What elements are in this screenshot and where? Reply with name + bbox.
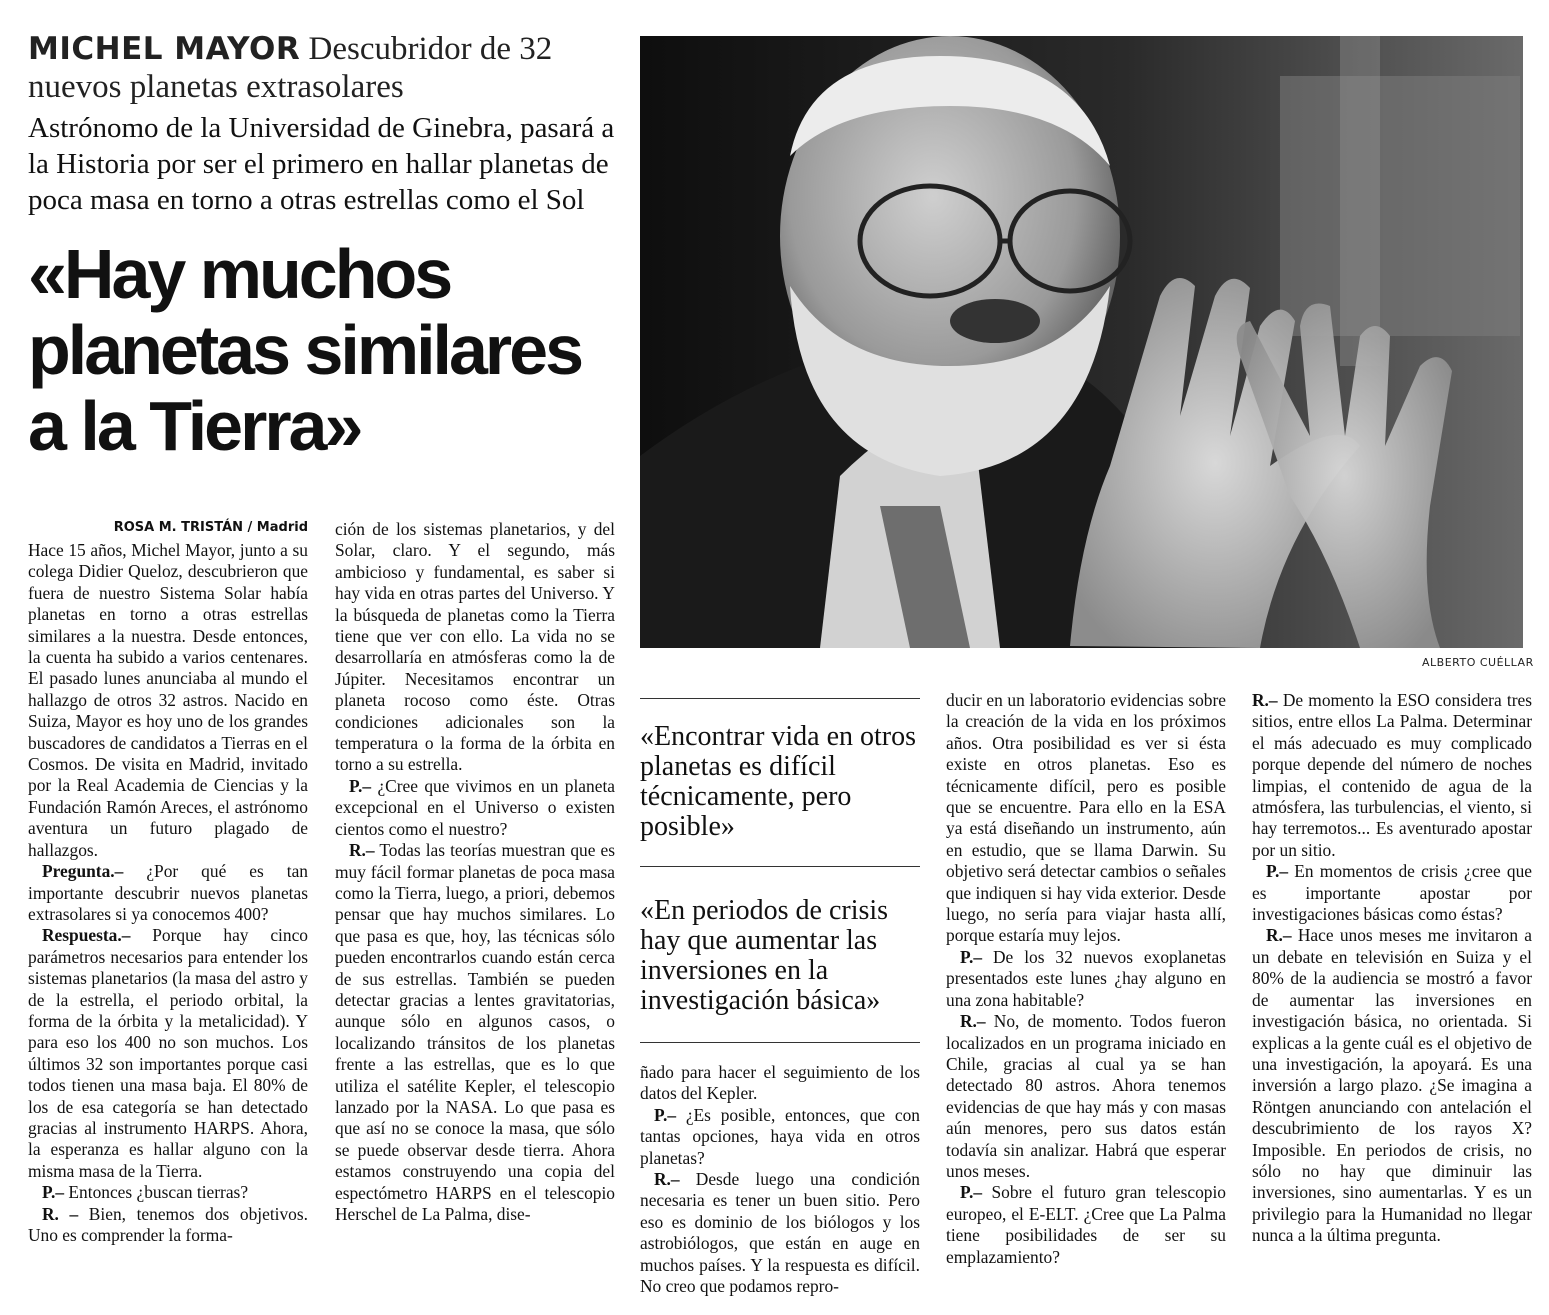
qa-label: P.– xyxy=(960,946,983,967)
pullquote-1: «Encontrar vida en otros planetas es difícil técnicamente, pero posible» xyxy=(640,721,917,842)
qa-label: P.– xyxy=(349,775,372,796)
qa-label: R. – xyxy=(42,1203,79,1224)
article-paragraph: R.– No, de momento. Todos fueron localizados en un programa iniciado en Chile, gracias al cual ya se han detectado 80 astros. Ahora tenemos evidencias de que hay más y con masas aún menores, pero sus datos están todavía sin analizar. Habrá que esperar unos meses. xyxy=(946,1011,1226,1181)
article-paragraph: P.– ¿Cree que vivimos en un planeta excepcional en el Universo o existen cientos como el nuestro? xyxy=(335,775,615,839)
article-paragraph: R.– Todas las teorías muestran que es muy fácil formar planetas de poca masa como la Tierra, luego, a priori, debemos pensar que hay muchos similares. Lo que pasa es que, hoy, las técnicas sólo pueden encontrarlos cuando están cerca de sus estrellas. También se pueden detectar gracias a lentes gravitatorias, aunque sólo en algunos casos, o localizando tránsitos de los planetas frente a las estrellas, que es lo que utiliza el satélite Kepler, el telescopio lanzado por la NASA. Lo que pasa es que así no se conoce la masa, que sólo se puede observar desde tierra. Ahora estamos construyendo una copia del espectómetro HARPS en el telescopio Herschel de La Palma, dise- xyxy=(335,840,615,1224)
article-paragraph: Respuesta.– Porque hay cinco parámetros necesarios para entender los sistemas planetarios (la masa del astro y de la estrella, el periodo orbital, la forma de la órbita y la metalicidad). Y para eso los 400 no son muchos. Los últimos 32 son importantes porque casi todos tienen una masa baja. El 80% de los de esa categoría se han detectado gracias al instrumento HARPS. Ahora, la esperanza es hallar alguno con la misma masa de la Tierra. xyxy=(28,925,308,1181)
article-paragraph: ción de los sistemas planetarios, y del Solar, claro. Y el segundo, más ambicioso y fundamental, es saber si hay vida en otras partes del Universo. Y la búsqueda de planetas como la Tierra tiene que ver con ello. La vida no se desarrollaría en atmósferas como la de Júpiter. Necesitamos encontrar un planeta rocoso como éste. Otras condiciones adicionales son la temperatura o la forma de la órbita en torno a su estrella. xyxy=(335,519,615,775)
pullquote-rule xyxy=(640,866,920,867)
qa-label: P.– xyxy=(654,1104,677,1125)
article-paragraph: R.– Hace unos meses me invitaron a un debate en televisión en Suiza y el 80% de la audiencia se mostró a favor de aumentar las inversiones en investigación básica, no orientada. Si explicas a la gente cuál es el objetivo de una investigación, la apoyará. Es una inversión a largo plazo. ¿Se imagina a Röntgen anunciando con antelación el descubrimiento de los rayos X? Imposible. En periodos de crisis, no sólo no hay que diminuir las inversiones, sino aumentarlas. Y es un privilegio para la Humanidad no llegar nunca a la última pregunta. xyxy=(1252,925,1532,1246)
qa-label: P.– xyxy=(960,1182,983,1203)
qa-label: Respuesta.– xyxy=(42,925,131,946)
article-column-1 xyxy=(28,540,308,1310)
article-column-2 xyxy=(335,519,615,1314)
qa-label: R.– xyxy=(1252,690,1278,710)
kicker-text: Descubridor de 32 nuevos planetas extrasolares xyxy=(28,31,553,105)
article-paragraph: R.– De momento la ESO considera tres sitios, entre ellos La Palma. Determinar el más adecuado es muy complicado porque depende del número de noches limpias, el contenido de agua de la atmósfera, las turbulencias, el viento, si hay terremotos... Es aventurado apostar por un sitio. xyxy=(1252,690,1532,860)
qa-label: R.– xyxy=(349,840,375,861)
kicker xyxy=(28,30,628,106)
article-paragraph: P.– De los 32 nuevos exoplanetas presentados este lunes ¿hay alguno en una zona habitable? xyxy=(946,946,1226,1010)
article-column-5 xyxy=(1252,690,1532,1310)
article-column-3 xyxy=(640,1062,920,1310)
interviewee-name: MICHEL MAYOR xyxy=(28,31,301,67)
article-paragraph: ducir en un laboratorio evidencias sobre la creación de la vida en los próximos años. Otra posibilidad es ver si ésta existe en otros planetas. Eso es técnicamente difícil, pero es posible que se encuentre. Para ello en la ESA ya está diseñando un instrumento, aún en estudio, que se llama Darwin. Su objetivo será detectar cambios o señales que indiquen si hay vida exterior. Desde luego, no sería para viajar hasta allí, porque estaría muy lejos. xyxy=(946,690,1226,946)
article-paragraph: P.– Entonces ¿buscan tierras? xyxy=(42,1182,249,1203)
article-paragraph: R.– Desde luego una condición necesaria es tener un buen sitio. Pero eso es dominio de los biólogos y los astrobiólogos, que están en auge en muchos países. Y la respuesta es difícil. No creo que podamos repro- xyxy=(640,1169,920,1297)
qa-label: R.– xyxy=(1266,925,1292,946)
headline: «Hay muchos planetas similares a la Tierra» xyxy=(28,235,581,465)
qa-label: Pregunta.– xyxy=(42,861,124,882)
qa-label: R.– xyxy=(960,1011,986,1032)
article-column-4 xyxy=(946,690,1226,1310)
article-paragraph: P.– En momentos de crisis ¿cree que es importante apostar por investigaciones básicas como éstas? xyxy=(1252,861,1532,925)
qa-label: R.– xyxy=(654,1169,680,1190)
pullquote-2: «En periodos de crisis hay que aumentar las inversiones en la investigación básica» xyxy=(640,895,889,1016)
article-paragraph: Hace 15 años, Michel Mayor, junto a su colega Didier Queloz, descubrieron que fuera de nuestro Sistema Solar había planetas en torno a otras estrellas similares a la nuestra. Desde entonces, la cuenta ha subido a varios centenares. El pasado lunes anunciaba al mundo el hallazgo de otros 32 astros. Nacido en Suiza, Mayor es hoy uno de los grandes buscadores de candidatos a Tierras en el Cosmos. De visita en Madrid, invitado por la Real Academia de Ciencias y la Fundación Ramón Areces, el astrónomo aventura un futuro plagado de hallazgos. xyxy=(28,540,308,860)
article-paragraph: P.– Sobre el futuro gran telescopio europeo, el E-ELT. ¿Cree que La Palma tiene posibilidades de ser su emplazamiento? xyxy=(946,1182,1226,1267)
byline: ROSA M. TRISTÁN / Madrid xyxy=(113,520,308,535)
article-paragraph: ñado para hacer el seguimiento de los datos del Kepler. xyxy=(640,1062,920,1104)
portrait-photo xyxy=(640,36,1523,648)
portrait-illustration xyxy=(640,36,1523,648)
photo-credit: ALBERTO CUÉLLAR xyxy=(1422,656,1534,669)
deck: Astrónomo de la Universidad de Ginebra, pasará a la Historia por ser el primero en hallar planetas de poca masa en torno a otras estrellas como el Sol xyxy=(28,112,615,216)
pullquote-rule xyxy=(640,1042,920,1043)
qa-label: P.– xyxy=(1266,861,1289,882)
article-paragraph: Pregunta.– ¿Por qué es tan importante descubrir nuevos planetas extrasolares si ya conocemos 400? xyxy=(28,861,308,924)
article-paragraph: P.– ¿Es posible, entonces, que con tantas opciones, haya vida en otros planetas? xyxy=(640,1104,920,1168)
article-paragraph: R. – Bien, tenemos dos objetivos. Uno es comprender la forma- xyxy=(28,1203,308,1245)
pullquote-rule xyxy=(640,698,920,699)
qa-label: P.– xyxy=(42,1182,65,1203)
